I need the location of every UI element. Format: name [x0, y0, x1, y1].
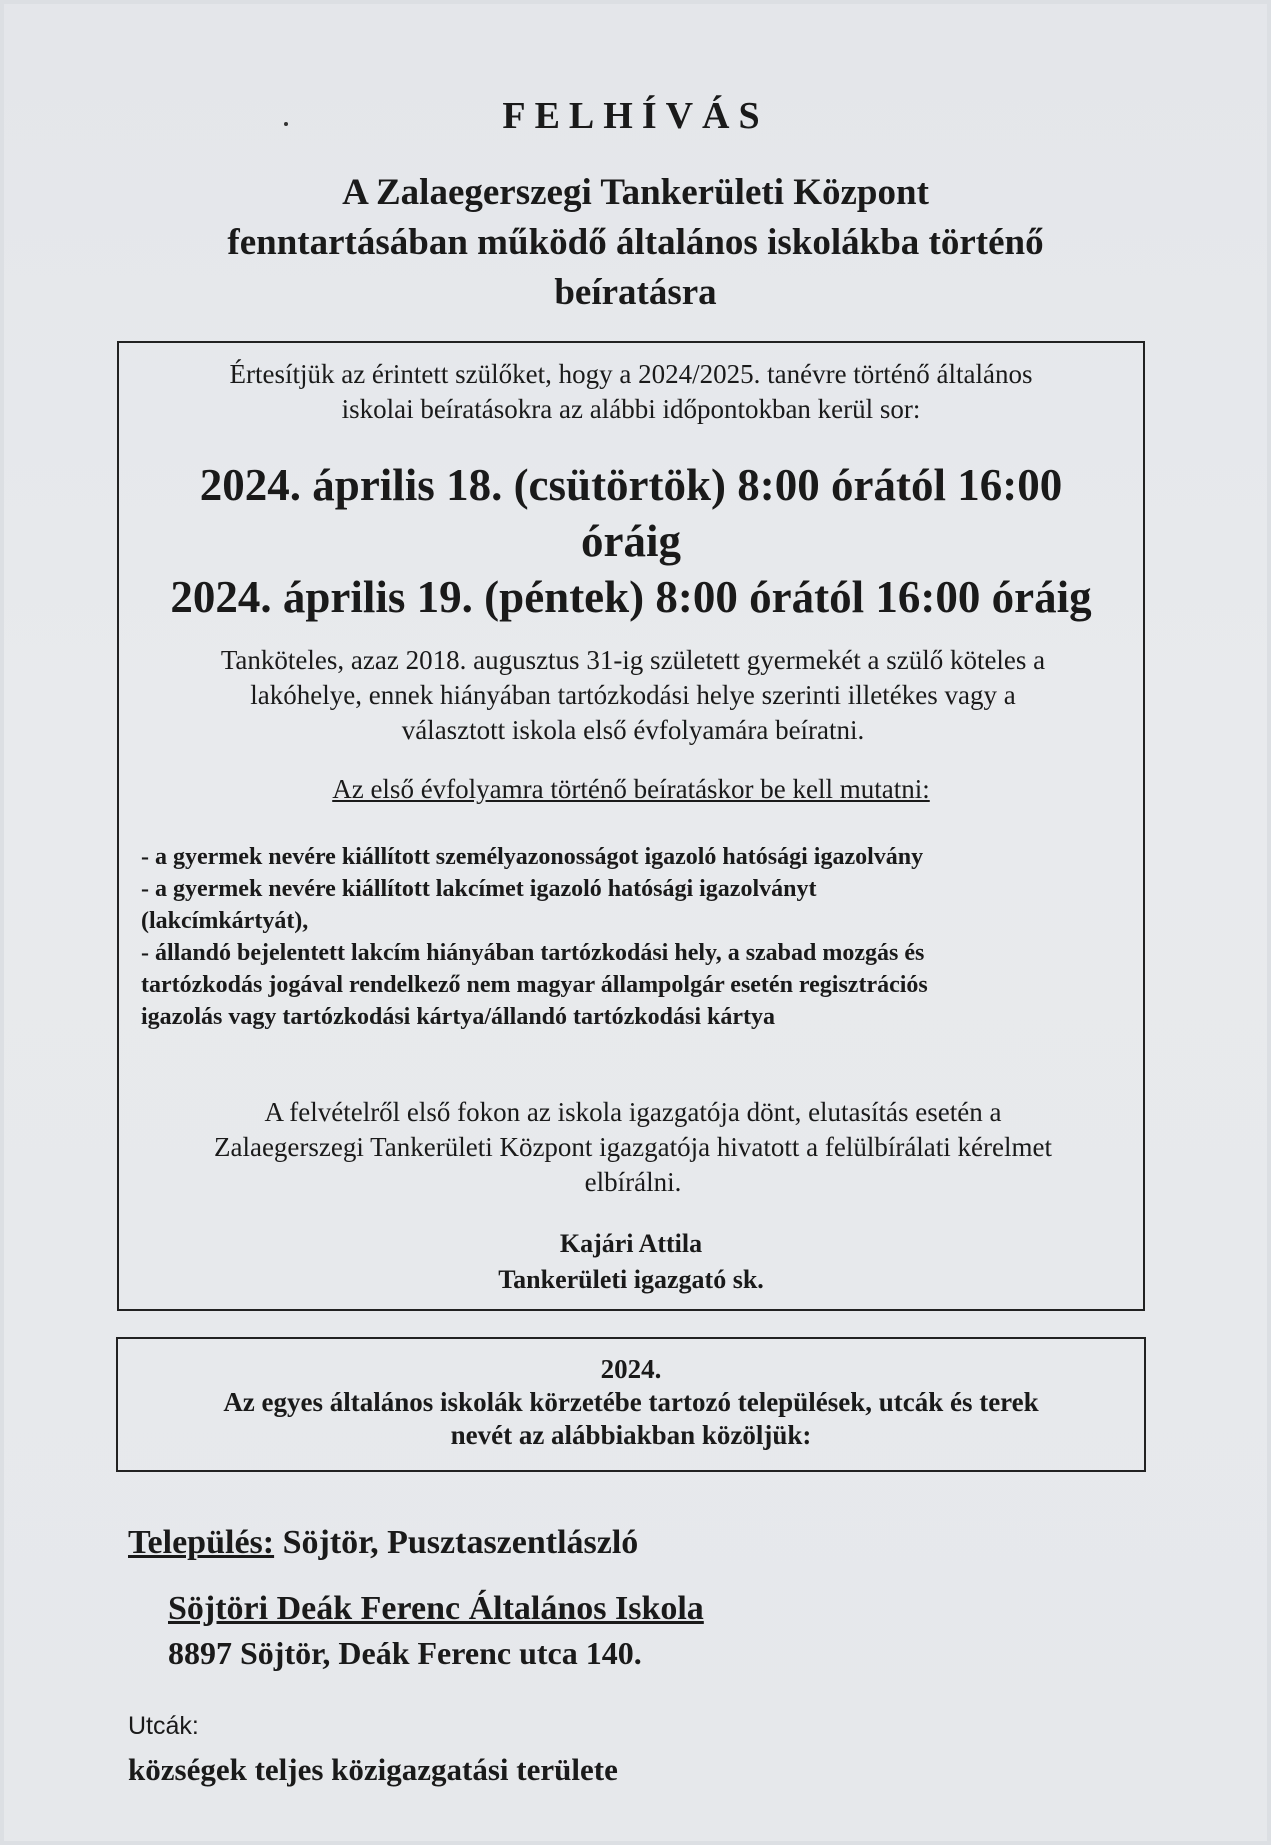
documents-list	[141, 841, 1131, 1033]
streets-value: községek teljes közigazgatási területe	[128, 1752, 618, 1787]
decision-line: A felvételről első fokon az iskola igazgatója dönt, elutasítás esetén a	[264, 1097, 1002, 1127]
settlement-label: Település:	[128, 1524, 275, 1561]
settlement-row	[128, 1524, 638, 1562]
date-line: 2024. április 19. (péntek) 8:00 órától 16:00 óráig	[170, 572, 1092, 622]
districts-line: nevét az alábbiakban közöljük:	[450, 1420, 812, 1450]
documents-line: - a gyermek nevére kiállított lakcímet igazoló hatósági igazolványt	[141, 876, 817, 902]
enrollment-notice-box	[117, 341, 1145, 1311]
subtitle-line: beíratásra	[554, 272, 717, 313]
districts-box	[116, 1337, 1146, 1472]
signer-title: Tankerületi igazgató sk.	[498, 1265, 764, 1294]
obligation-line: Tanköteles, azaz 2018. augusztus 31-ig született gyermekét a szülő köteles a	[220, 645, 1046, 675]
intro-text	[119, 357, 1143, 427]
date-line: óráig	[581, 516, 681, 566]
subtitle-line: fenntartásában működő általános iskolákba történő	[227, 222, 1044, 263]
settlement-value: Söjtör, Pusztaszentlászló	[274, 1524, 639, 1561]
documents-line: tartózkodás jogával rendelkező nem magyar állampolgár esetén regisztrációs	[141, 972, 928, 998]
school-name: Söjtöri Deák Ferenc Általános Iskola	[168, 1590, 704, 1627]
decision-text	[139, 1095, 1127, 1200]
subtitle-line: A Zalaegerszegi Tankerületi Központ	[342, 172, 929, 213]
obligation-text	[139, 643, 1127, 748]
documents-heading: Az első évfolyamra történő beíratáskor be kell mutatni:	[332, 774, 930, 804]
documents-line: (lakcímkártyát),	[141, 908, 309, 934]
date-line: 2024. április 18. (csütörtök) 8:00 órától 16:00	[199, 460, 1063, 510]
documents-line: - állandó bejelentett lakcím hiányában tartózkodási hely, a szabad mozgás és	[141, 940, 925, 966]
decision-line: elbírálni.	[584, 1167, 682, 1197]
intro-line: iskolai beíratásokra az alábbi időpontokban kerül sor:	[341, 394, 921, 424]
documents-line: - a gyermek nevére kiállított személyazonosságot igazoló hatósági igazolvány	[141, 844, 924, 870]
streets-label: Utcák:	[128, 1712, 199, 1740]
signature-block	[119, 1226, 1143, 1298]
signer-name: Kajári Attila	[559, 1229, 703, 1258]
obligation-line: választott iskola első évfolyamára beíratni.	[401, 715, 865, 745]
decision-line: Zalaegerszegi Tankerületi Központ igazgatója hivatott a felülbírálati kérelmet	[213, 1132, 1052, 1162]
obligation-line: lakóhelye, ennek hiányában tartózkodási helye szerinti illetékes vagy a	[250, 680, 1016, 710]
page-title: FELHÍVÁS	[502, 95, 769, 137]
school-address: 8897 Söjtör, Deák Ferenc utca 140.	[168, 1635, 642, 1671]
districts-line: Az egyes általános iskolák körzetébe tartozó települések, utcák és terek	[223, 1387, 1039, 1417]
page-subtitle	[0, 168, 1271, 318]
districts-year: 2024.	[600, 1354, 662, 1384]
documents-line: igazolás vagy tartózkodási kártya/állandó tartózkodási kártya	[141, 1004, 775, 1030]
intro-line: Értesítjük az érintett szülőket, hogy a 2024/2025. tanévre történő általános	[229, 359, 1033, 389]
enrollment-dates	[119, 457, 1143, 625]
